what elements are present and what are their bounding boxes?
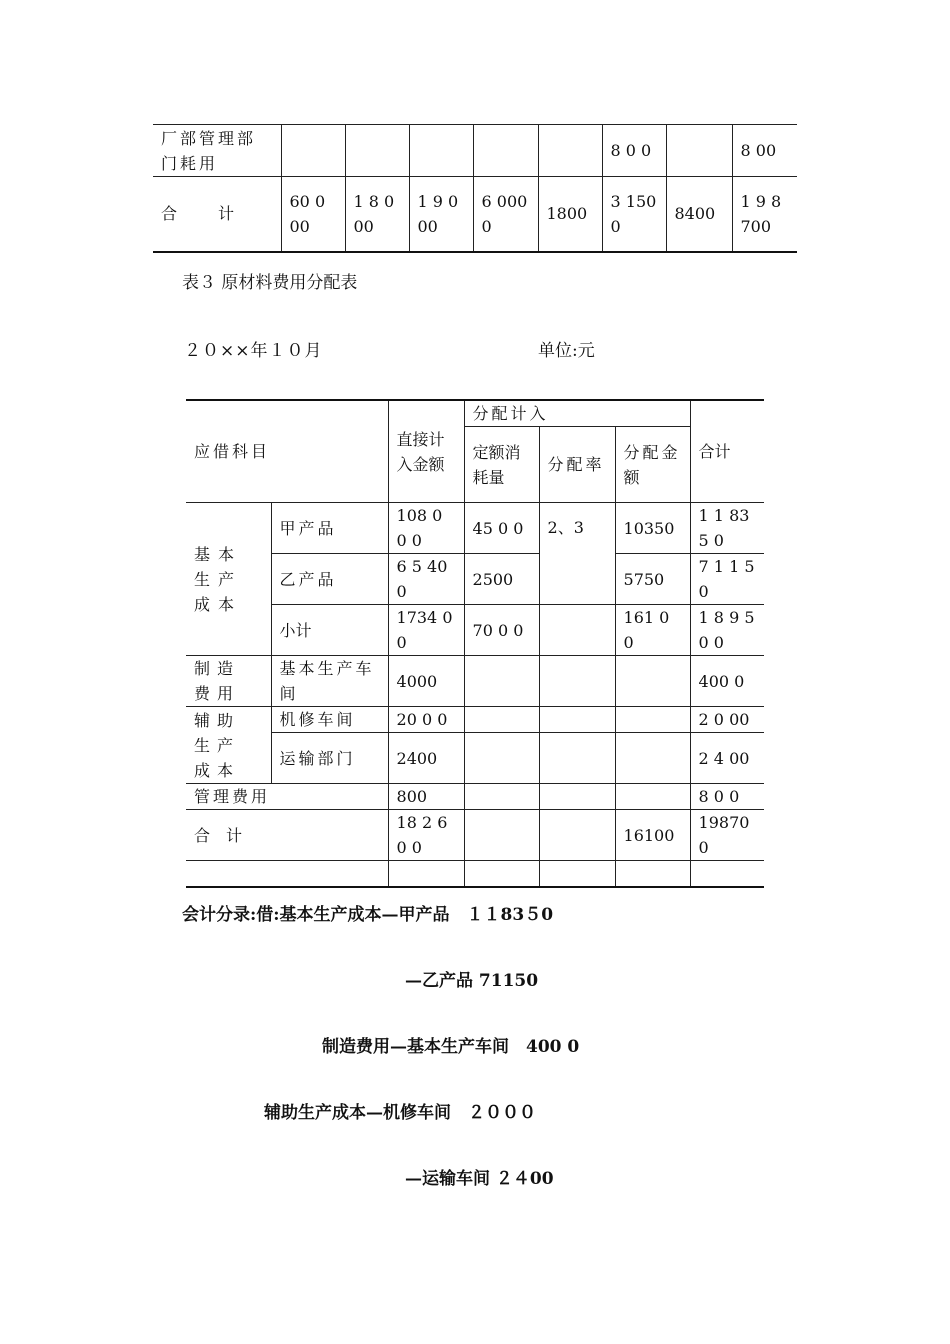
row-name: 甲产品 — [271, 503, 388, 554]
table-row — [186, 707, 764, 733]
quota-amount: 2500 — [464, 554, 539, 605]
direct-amount: 108 0 0 0 — [388, 503, 464, 554]
table-row — [186, 656, 764, 707]
header-alloc-amount: 分配金额 — [615, 427, 690, 503]
group-grand-total: 合 计 — [186, 810, 388, 861]
row-name: 基本生产车间 — [271, 656, 388, 707]
empty-cell — [539, 861, 615, 887]
empty-cell — [464, 784, 539, 810]
journal-entry-1: 会计分录:借:基本生产成本—甲产品 １１83５0 — [182, 905, 554, 925]
table-row — [153, 125, 797, 177]
header-row — [186, 400, 764, 427]
quota-amount: 45 0 0 — [464, 503, 539, 554]
empty-cell — [690, 861, 764, 887]
direct-amount: 1734 0 0 — [388, 605, 464, 656]
alloc-rate: 2、3 — [539, 503, 615, 605]
empty-cell — [615, 707, 690, 733]
header-alloc-group: 分配计入 — [464, 400, 690, 427]
table-cell — [409, 125, 473, 177]
table-cell: 8 00 — [732, 125, 797, 177]
empty-cell — [615, 861, 690, 887]
header-total: 合计 — [690, 400, 764, 503]
table-cell: 3 1500 — [602, 177, 666, 252]
row-total: 2 4 00 — [690, 733, 764, 784]
header-direct: 直接计入金额 — [388, 400, 464, 503]
row-name: 运输部门 — [271, 733, 388, 784]
row-label: 合 计 — [153, 177, 281, 252]
table-row — [186, 861, 764, 887]
group-aux: 辅助生产成本 — [186, 707, 271, 784]
row-name: 小计 — [271, 605, 388, 656]
alloc-amount: 5750 — [615, 554, 690, 605]
table-row — [186, 554, 764, 605]
journal-entry-4: 辅助生产成本—机修车间 ２０００ — [264, 1103, 536, 1123]
table-cell: 1 9 8700 — [732, 177, 797, 252]
table-cell: 1 9 000 — [409, 177, 473, 252]
row-label: 厂部管理部门耗用 — [153, 125, 281, 177]
empty-cell — [615, 733, 690, 784]
table-row — [186, 784, 764, 810]
quota-amount: 70 0 0 — [464, 605, 539, 656]
empty-cell — [615, 656, 690, 707]
alloc-amount: 161 0 0 — [615, 605, 690, 656]
table-row — [153, 177, 797, 252]
header-rate: 分配率 — [539, 427, 615, 503]
table-cell: 1 8 0 00 — [345, 177, 409, 252]
empty-cell — [539, 810, 615, 861]
header-account: 应借科目 — [186, 400, 388, 503]
table-cell: 8 0 0 — [602, 125, 666, 177]
row-total: 1 8 9 50 0 — [690, 605, 764, 656]
journal-entry-5: —运输车间 ２４00 — [405, 1169, 554, 1189]
table-caption: 表３ 原材料费用分配表 — [182, 273, 358, 293]
row-total: 400 0 — [690, 656, 764, 707]
table-cell — [345, 125, 409, 177]
row-total: 1 1 835 0 — [690, 503, 764, 554]
unit-label: 单位:元 — [538, 341, 595, 361]
table-cell — [666, 125, 732, 177]
empty-cell — [464, 707, 539, 733]
cost-summary-table — [153, 124, 797, 253]
group-overhead: 制造费用 — [186, 656, 271, 707]
empty-cell — [539, 733, 615, 784]
empty-cell — [464, 810, 539, 861]
row-name: 乙产品 — [271, 554, 388, 605]
table-row — [186, 810, 764, 861]
table-cell — [473, 125, 538, 177]
direct-amount: 18 2 6 0 0 — [388, 810, 464, 861]
row-total: 8 0 0 — [690, 784, 764, 810]
direct-amount: 2400 — [388, 733, 464, 784]
table-cell: 6 000 0 — [473, 177, 538, 252]
table-cell: 8400 — [666, 177, 732, 252]
direct-amount: 4000 — [388, 656, 464, 707]
row-total: 7 1 1 50 — [690, 554, 764, 605]
table-row — [186, 503, 764, 554]
alloc-rate-empty — [539, 605, 615, 656]
empty-cell — [464, 656, 539, 707]
report-date: ２０××年１０月 — [184, 341, 323, 361]
group-admin: 管理费用 — [186, 784, 388, 810]
group-basic: 基本生产成本 — [186, 503, 271, 656]
empty-cell — [539, 656, 615, 707]
empty-cell — [615, 784, 690, 810]
empty-cell — [464, 861, 539, 887]
empty-cell — [388, 861, 464, 887]
row-total: 198700 — [690, 810, 764, 861]
empty-cell — [186, 861, 388, 887]
table-cell: 60 0 00 — [281, 177, 345, 252]
alloc-amount: 16100 — [615, 810, 690, 861]
direct-amount: 20 0 0 — [388, 707, 464, 733]
header-quota: 定额消耗量 — [464, 427, 539, 503]
empty-cell — [464, 733, 539, 784]
alloc-amount: 10350 — [615, 503, 690, 554]
row-total: 2 0 00 — [690, 707, 764, 733]
table-cell: 1800 — [538, 177, 602, 252]
table-row — [186, 733, 764, 784]
table-row — [186, 605, 764, 656]
direct-amount: 800 — [388, 784, 464, 810]
empty-cell — [539, 784, 615, 810]
table-cell — [538, 125, 602, 177]
empty-cell — [539, 707, 615, 733]
material-allocation-table — [186, 399, 764, 888]
journal-entry-2: —乙产品 71150 — [405, 971, 539, 991]
direct-amount: 6 5 400 — [388, 554, 464, 605]
journal-entry-3: 制造费用—基本生产车间 400 0 — [322, 1037, 580, 1057]
table-cell — [281, 125, 345, 177]
row-name: 机修车间 — [271, 707, 388, 733]
